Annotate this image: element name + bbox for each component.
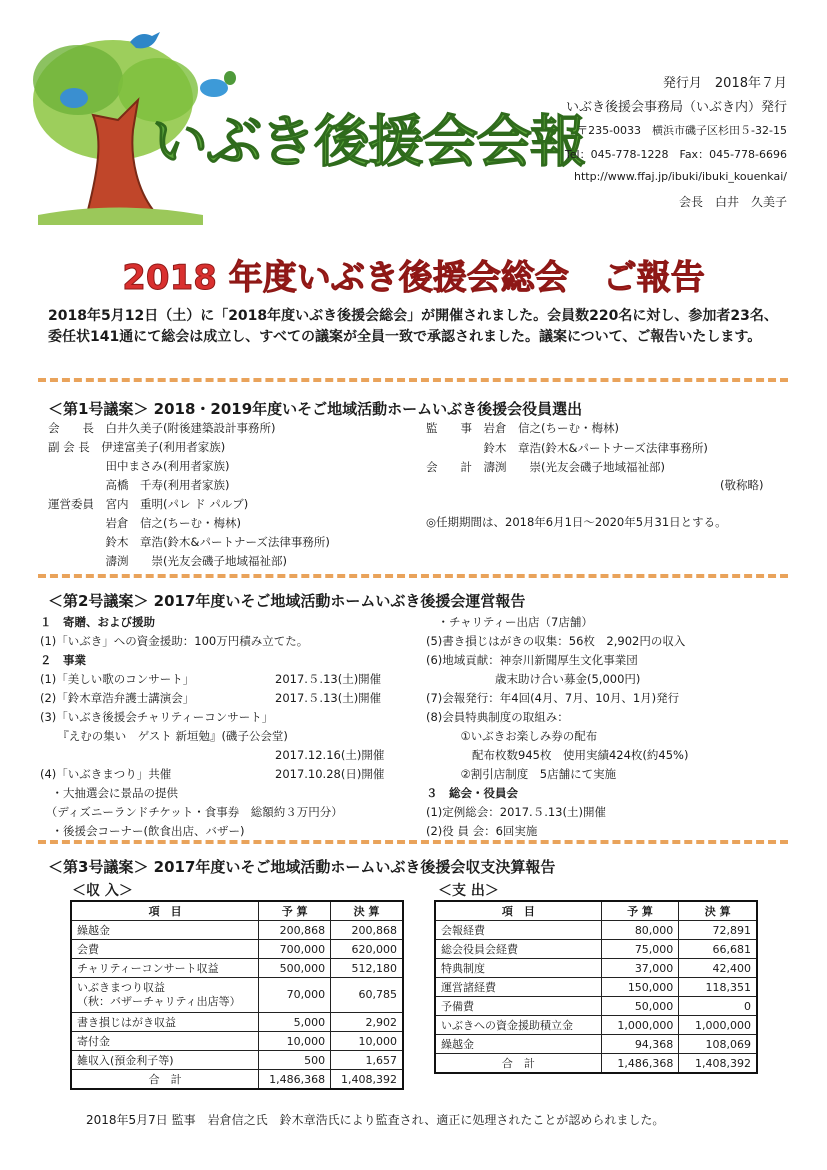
- masthead-title: いぶき後援会会報: [152, 110, 584, 175]
- actual-cell: 10,000: [331, 1032, 403, 1051]
- line-text: (2)役 員 会：6回実施: [426, 824, 538, 838]
- address: 〒235-0033 横浜市磯子区杉田５-32-15: [577, 124, 787, 137]
- budget-cell: 80,000: [601, 921, 679, 940]
- line-text: (2)「鈴木章浩弁護士講演会」: [40, 691, 195, 705]
- text-line: [426, 671, 640, 687]
- total-value: 1,408,392: [331, 1070, 403, 1090]
- budget-cell: 37,000: [601, 959, 679, 978]
- item-cell: 寄付金: [71, 1032, 259, 1051]
- line-text: (8)会員特典制度の取組み：: [426, 710, 569, 724]
- budget-cell: 10,000: [259, 1032, 331, 1051]
- text-line: [40, 728, 288, 744]
- line-text: ３ 総会・役員会: [426, 786, 518, 800]
- text-line: 高橋 千寿(利用者家族): [48, 478, 230, 492]
- text-line: 会 長 白井久美子(附後建築設計事務所): [48, 421, 276, 435]
- line-date: 2017.10.28(日)開催: [275, 767, 385, 781]
- audit-note: 2018年5月7日 監事 岩倉信之氏 鈴木章浩氏により監査され、適正に処理されたことが認められました。: [86, 1113, 665, 1127]
- chair-name: 会長 白井 久美子: [678, 195, 787, 209]
- actual-cell: 108,069: [679, 1035, 757, 1054]
- item-cell: 繰越金: [435, 1035, 601, 1054]
- budget-cell: 70,000: [259, 978, 331, 1013]
- column-header: 決 算: [331, 901, 403, 921]
- line-text: 配布枚数945枚 使用実績424枚(約45%): [426, 748, 689, 762]
- bird-icon: [60, 88, 88, 108]
- item-cell: 雑収入(預金利子等): [71, 1051, 259, 1070]
- intro-text: 2018年5月12日（土）に「2018年度いぶき後援会総会」が開催されました。会員数220名に対し、参加者23名、委任状141通にて総会は成立し、すべての議案が全員一致で承認されました。議案について、ご報告いたします。: [48, 308, 778, 345]
- item-cell: 運営諸経費: [435, 978, 601, 997]
- publisher: いぶき後援会事務局（いぶき内）発行: [565, 100, 787, 115]
- line-text: (7)会報発行：年4回(4月、7月、10月、1月)発行: [426, 691, 680, 705]
- text-line: [40, 785, 178, 801]
- table-row: [71, 1013, 403, 1032]
- table-row: [435, 997, 757, 1016]
- actual-cell: 42,400: [679, 959, 757, 978]
- actual-cell: 72,891: [679, 921, 757, 940]
- total-row: [71, 1070, 403, 1090]
- table-row: [71, 921, 403, 940]
- text-line: [426, 785, 518, 801]
- honorific-note: (敬称略): [720, 478, 764, 492]
- section1-title: ＜第1号議案＞ 2018・2019年度いそご地域活動ホームいぶき後援会役員選出: [48, 400, 583, 418]
- text-line: 会 計 濤渕 崇(光友会磯子地域福祉部): [426, 460, 665, 474]
- total-value: 1,486,368: [259, 1070, 331, 1090]
- expense-table: [434, 900, 758, 1074]
- divider: [38, 378, 788, 382]
- table-row: [71, 1032, 403, 1051]
- budget-cell: 94,368: [601, 1035, 679, 1054]
- line-text: １ 寄贈、および援助: [40, 615, 155, 629]
- income-heading: ＜収 入＞: [72, 883, 133, 899]
- budget-cell: 500,000: [259, 959, 331, 978]
- issue-date: 発行月 2018年７月: [662, 76, 787, 91]
- line-text: ・大抽選会に景品の提供: [40, 786, 178, 800]
- table-row: [435, 1035, 757, 1054]
- line-text: ②割引店制度 5店舗にて実施: [426, 767, 617, 781]
- line-text: ２ 事業: [40, 653, 86, 667]
- bird-icon: [196, 70, 236, 100]
- actual-cell: 620,000: [331, 940, 403, 959]
- budget-cell: 200,868: [259, 921, 331, 940]
- text-line: [40, 671, 382, 687]
- total-value: 1,408,392: [679, 1054, 757, 1074]
- line-text: 『えむの集い ゲスト 新垣勉』(磯子公会堂): [40, 729, 288, 743]
- bird-icon: [128, 28, 162, 52]
- section3-title: ＜第3号議案＞ 2017年度いそご地域活動ホームいぶき後援会収支決算報告: [48, 858, 556, 876]
- table-row: [71, 978, 403, 1013]
- actual-cell: 512,180: [331, 959, 403, 978]
- total-row: [435, 1054, 757, 1074]
- actual-cell: 66,681: [679, 940, 757, 959]
- table-row: [435, 978, 757, 997]
- column-header: 予 算: [259, 901, 331, 921]
- item-cell: 繰越金: [71, 921, 259, 940]
- line-text: (5)書き損じはがきの収集：56枚 2,902円の収入: [426, 634, 686, 648]
- table-row: [71, 1051, 403, 1070]
- table-row: [435, 940, 757, 959]
- income-table: [70, 900, 404, 1090]
- text-line: [426, 690, 679, 706]
- line-text: ・後援会コーナー(飲食出店、バザー): [40, 824, 245, 838]
- text-line: [40, 690, 382, 706]
- table-row: [435, 1016, 757, 1035]
- budget-cell: 150,000: [601, 978, 679, 997]
- item-cell: 会費: [71, 940, 259, 959]
- column-header: 予 算: [601, 901, 679, 921]
- line-text: （ディズニーランドチケット・食事券 総額約３万円分）: [40, 805, 343, 819]
- text-line: [426, 614, 593, 630]
- budget-cell: 75,000: [601, 940, 679, 959]
- section2-title: ＜第2号議案＞ 2017年度いそご地域活動ホームいぶき後援会運営報告: [48, 592, 526, 610]
- actual-cell: 60,785: [331, 978, 403, 1013]
- column-header: 項 目: [435, 901, 601, 921]
- budget-cell: 5,000: [259, 1013, 331, 1032]
- total-label: 合 計: [71, 1070, 259, 1090]
- line-text: (1)「美しい歌のコンサート」: [40, 672, 195, 686]
- text-line: 田中まさみ(利用者家族): [48, 459, 230, 473]
- budget-cell: 500: [259, 1051, 331, 1070]
- item-cell: いぶきへの資金援助積立金: [435, 1016, 601, 1035]
- text-line: [40, 709, 273, 725]
- table-row: [435, 921, 757, 940]
- line-date: 2017.12.16(土)開催: [275, 748, 385, 762]
- table-row: [71, 940, 403, 959]
- text-line: 鈴木 章浩(鈴木&パートナーズ法律事務所): [48, 535, 330, 549]
- actual-cell: 1,657: [331, 1051, 403, 1070]
- actual-cell: 2,902: [331, 1013, 403, 1032]
- line-date: 2017.５.13(土)開催: [275, 672, 382, 686]
- line-text: ・チャリティー出店（7店舗）: [426, 615, 593, 629]
- actual-cell: 200,868: [331, 921, 403, 940]
- actual-cell: 0: [679, 997, 757, 1016]
- text-line: 副 会 長 伊達富美子(利用者家族): [48, 440, 226, 454]
- item-cell: チャリティーコンサート収益: [71, 959, 259, 978]
- text-line: [40, 633, 308, 649]
- total-value: 1,486,368: [601, 1054, 679, 1074]
- text-line: [40, 766, 385, 782]
- text-line: [426, 633, 685, 649]
- text-line: [426, 652, 638, 668]
- text-line: [40, 652, 86, 668]
- text-line: 監 事 岩倉 信之(ちーむ・梅林): [426, 421, 619, 435]
- text-line: 濤渕 崇(光友会磯子地域福祉部): [48, 554, 287, 568]
- budget-cell: 50,000: [601, 997, 679, 1016]
- item-cell: 総会役員会経費: [435, 940, 601, 959]
- text-line: [426, 766, 616, 782]
- website-url: http://www.ffaj.jp/ibuki/ibuki_kouenkai/: [574, 170, 787, 183]
- text-line: 鈴木 章浩(鈴木&パートナーズ法律事務所): [426, 440, 708, 455]
- contact: Tel：045-778-1228 Fax：045-778-6696: [564, 148, 787, 161]
- line-text: 歳末助け合い募金(5,000円): [426, 672, 641, 686]
- text-line: [426, 747, 688, 763]
- actual-cell: 1,000,000: [679, 1016, 757, 1035]
- line-text: (1)定例総会：2017.５.13(土)開催: [426, 805, 606, 819]
- actual-cell: 118,351: [679, 978, 757, 997]
- line-date: 2017.５.13(土)開催: [275, 691, 382, 705]
- line-text: (1)「いぶき」への資金援助：100万円積み立てた。: [40, 634, 309, 648]
- headline: 2018 年度いぶき後援会総会 ご報告: [122, 258, 705, 298]
- text-line: 岩倉 信之(ちーむ・梅林): [48, 516, 241, 530]
- item-cell: 予備費: [435, 997, 601, 1016]
- text-line: [40, 823, 244, 839]
- line-text: (6)地域貢献：神奈川新聞厚生文化事業団: [426, 653, 638, 667]
- text-line: [426, 709, 569, 725]
- total-label: 合 計: [435, 1054, 601, 1074]
- term-note: ◎任期期間は、2018年6月1日～2020年5月31日とする。: [426, 515, 727, 529]
- budget-cell: 700,000: [259, 940, 331, 959]
- text-line: [426, 823, 537, 839]
- item-cell: いぶきまつり収益 （秋：バザーチャリティ出店等）: [71, 978, 259, 1013]
- divider: [38, 574, 788, 578]
- item-cell: 特典制度: [435, 959, 601, 978]
- line-text: ①いぶきお楽しみ券の配布: [426, 729, 598, 743]
- line-text: (3)「いぶき後援会チャリティーコンサート」: [40, 710, 274, 724]
- column-header: 項 目: [71, 901, 259, 921]
- text-line: 運営委員 宮内 重明(パレ ド パルブ): [48, 497, 249, 511]
- budget-cell: 1,000,000: [601, 1016, 679, 1035]
- divider: [38, 840, 788, 844]
- item-cell: 会報経費: [435, 921, 601, 940]
- text-line: [40, 804, 343, 820]
- text-line: [426, 728, 597, 744]
- line-text: (4)「いぶきまつり」共催: [40, 767, 172, 781]
- table-row: [71, 959, 403, 978]
- column-header: 決 算: [679, 901, 757, 921]
- item-cell: 書き損じはがき収益: [71, 1013, 259, 1032]
- expense-heading: ＜支 出＞: [438, 883, 499, 899]
- table-row: [435, 959, 757, 978]
- text-line: [40, 614, 155, 630]
- text-line: [426, 804, 606, 820]
